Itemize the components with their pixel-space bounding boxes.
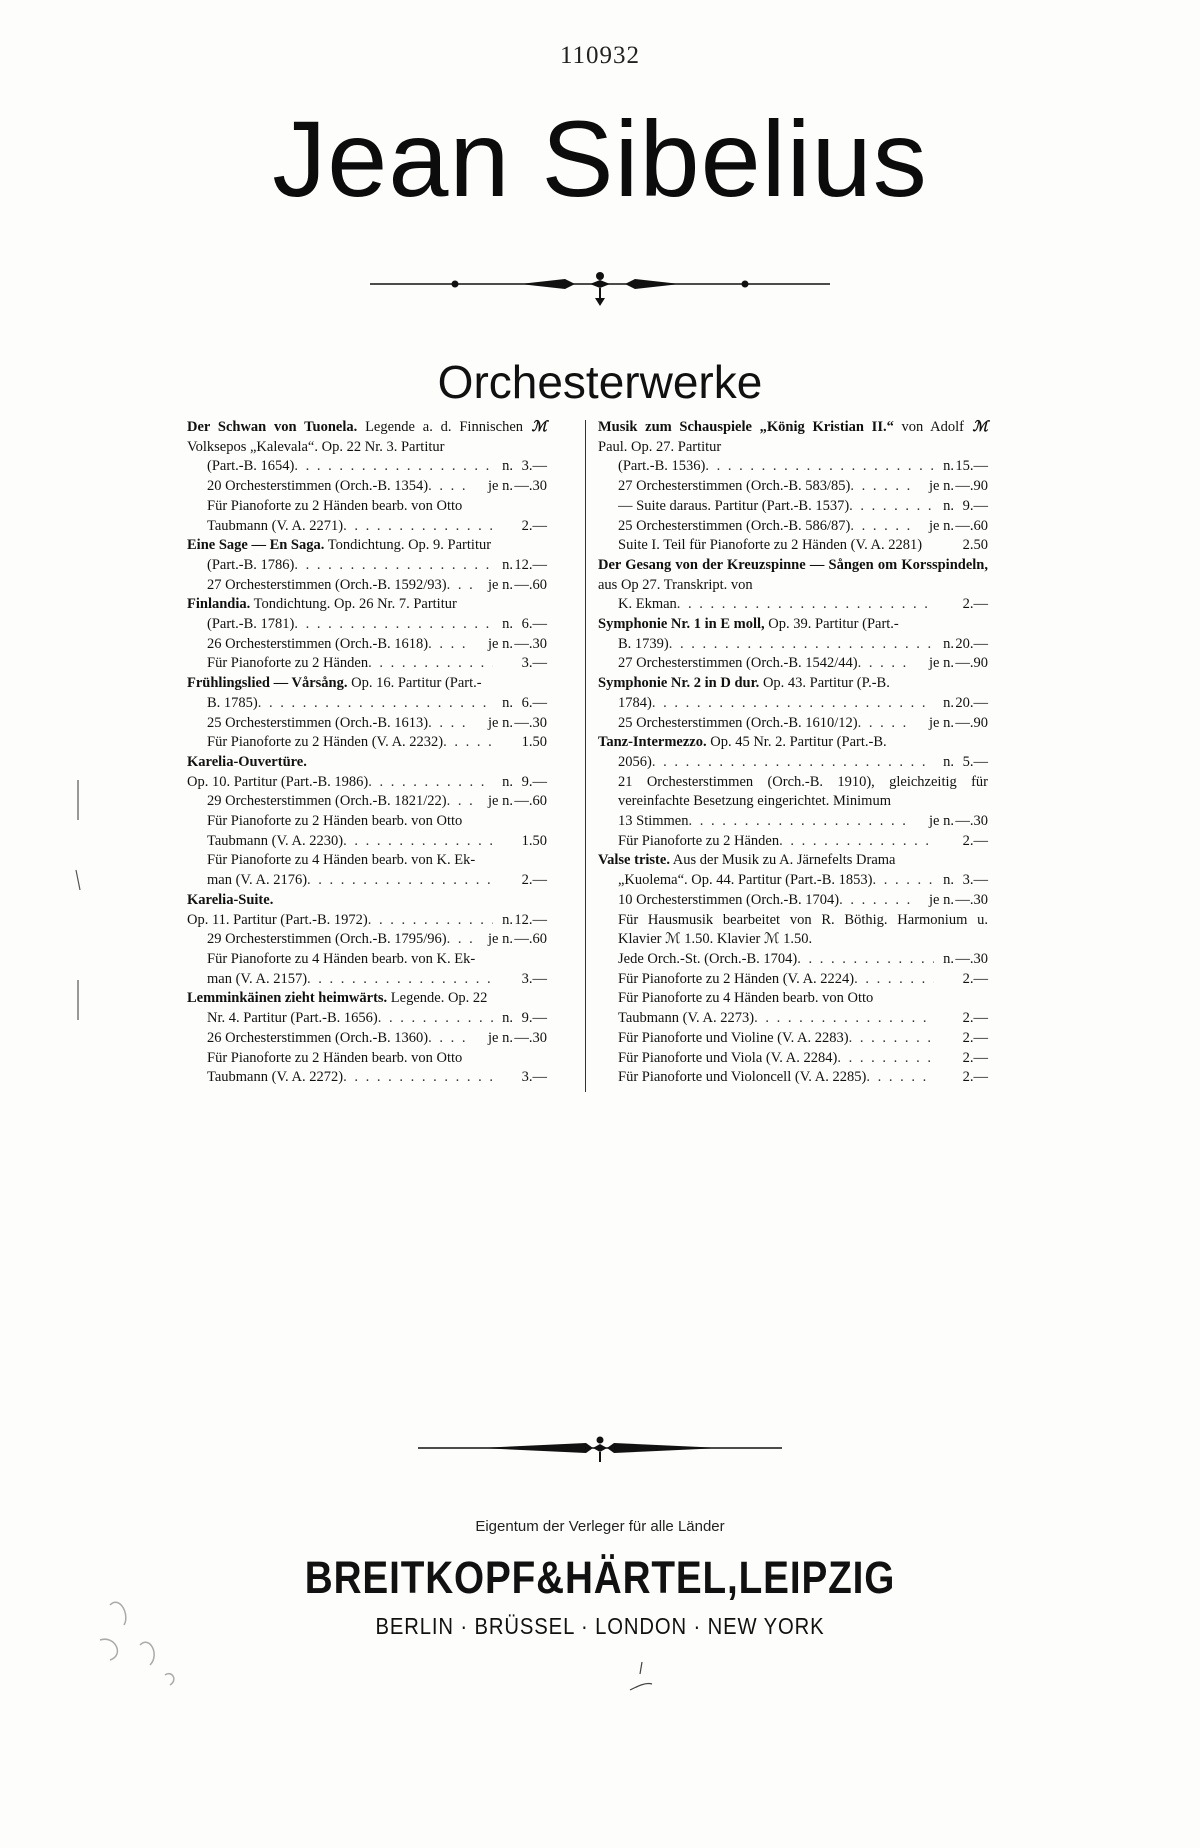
price-qualifier: n. (943, 753, 954, 770)
left-column (187, 418, 547, 1088)
work-description: aus Op 27. Transkript. von (598, 576, 753, 593)
catalog-entry (598, 418, 988, 556)
catalog-line (187, 911, 547, 931)
price: 2.— (962, 1049, 988, 1066)
catalog-line (187, 615, 547, 635)
catalog-line (187, 517, 547, 537)
catalog-entry (598, 556, 988, 615)
work-description: Legende. Op. 22 (390, 990, 488, 1007)
dot-leader (849, 497, 934, 517)
price-qualifier: n. (943, 458, 954, 475)
catalog-line (187, 1068, 547, 1088)
item-label: man (V. A. 2176) (207, 872, 308, 889)
item-label: K. Ekman (618, 596, 677, 613)
catalog-line (598, 753, 988, 773)
dot-leader (652, 694, 934, 714)
dot-leader (294, 457, 493, 477)
library-stamp-remnant (80, 1585, 200, 1705)
item-label: Taubmann (V. A. 2271) (207, 517, 344, 534)
right-column (598, 418, 988, 1088)
price: 3.— (521, 655, 547, 672)
entry-heading (598, 418, 988, 457)
dot-leader (343, 832, 493, 852)
item-label: Taubmann (V. A. 2230) (207, 832, 344, 849)
catalog-line (598, 536, 988, 556)
item-label: 25 Orchesterstimmen (Orch.-B. 1613) (207, 714, 429, 731)
item-label: (Part.-B. 1786) (207, 556, 295, 573)
dot-leader (447, 930, 473, 950)
work-description: Op. 45 Nr. 2. Partitur (Part.-B. (710, 734, 887, 751)
ornament-divider-top (370, 268, 830, 308)
item-label: 1784) (618, 694, 652, 711)
entry-heading (598, 851, 988, 871)
publisher-name: BREITKOPF&HÄRTEL,LEIPZIG (304, 1552, 896, 1603)
price-qualifier: n. (943, 872, 954, 889)
price: —.30 (955, 950, 988, 967)
item-label: (Part.-B. 1781) (207, 616, 295, 633)
item-label: Op. 10. Partitur (Part.-B. 1986) (187, 773, 369, 790)
price-qualifier: n. (502, 1010, 513, 1027)
signature-flourish (626, 1660, 656, 1700)
catalog-line (598, 871, 988, 891)
price: 2.— (962, 970, 988, 987)
price: 9.— (521, 1010, 547, 1027)
price-qualifier: n. (502, 458, 513, 475)
entry-heading (187, 536, 547, 556)
entry-heading (187, 595, 547, 615)
work-description: von Adolf Paul. Op. 27. Partitur (598, 419, 964, 455)
entry-text: Für Pianoforte zu 4 Händen bearb. von K. Ek- (207, 852, 476, 869)
price: 5.— (962, 753, 988, 770)
item-label: man (V. A. 2157) (207, 970, 308, 987)
price-qualifier: je n. (929, 813, 954, 830)
currency-mark: ℳ (972, 419, 988, 435)
composer-title: Jean Sibelius (272, 98, 928, 219)
item-label: Suite I. Teil für Pianoforte zu 2 Händen (V. A. 2281) (618, 537, 923, 554)
catalog-line (187, 832, 547, 852)
dot-leader (854, 970, 934, 990)
catalog-entry (598, 615, 988, 674)
dot-leader (428, 477, 473, 497)
dot-leader (669, 635, 934, 655)
catalog-line (598, 714, 988, 734)
entry-text: Für Pianoforte zu 4 Händen bearb. von Otto (618, 990, 874, 1007)
entry-heading (598, 733, 988, 753)
item-label: 27 Orchesterstimmen (Orch.-B. 1592/93) (207, 576, 447, 593)
catalog-number: 110932 (559, 42, 641, 69)
entry-text: 21 Orchesterstimmen (Orch.-B. 1910), gleichzeitig für vereinfachte Besetzung eingerichtet. Minimum (618, 773, 988, 810)
price-qualifier: je n. (488, 635, 513, 652)
item-label: Jede Orch.-St. (Orch.-B. 1704) (618, 950, 798, 967)
entry-heading (598, 674, 988, 694)
catalog-line (187, 733, 547, 753)
dot-leader (428, 1029, 473, 1049)
item-label: Für Pianoforte zu 2 Händen (618, 832, 780, 849)
work-description: Tondichtung. Op. 26 Nr. 7. Partitur (253, 596, 457, 613)
work-title: Der Gesang von der Kreuzspinne — Sången om Korsspindeln, (598, 556, 988, 573)
price: —.60 (514, 793, 547, 810)
price-qualifier: je n. (488, 793, 513, 810)
catalog-line (187, 871, 547, 891)
price-qualifier: n. (943, 635, 954, 652)
publisher-cities: BERLIN · BRÜSSEL · LONDON · NEW YORK (375, 1613, 825, 1639)
price: —.30 (514, 1029, 547, 1046)
work-title: Karelia-Suite. (187, 891, 274, 908)
catalog-entry (598, 851, 988, 1087)
price: 2.— (962, 1069, 988, 1086)
catalog-line (598, 595, 988, 615)
section-title: Orchesterwerke (437, 356, 763, 408)
price: —.90 (955, 478, 988, 495)
price: 2.— (962, 1010, 988, 1027)
item-label: 27 Orchesterstimmen (Orch.-B. 1542/44) (618, 655, 858, 672)
dot-leader (866, 1068, 934, 1088)
price: 2.— (521, 872, 547, 889)
entry-text: Für Pianoforte zu 2 Händen bearb. von Otto (207, 813, 463, 830)
price: 15.— (955, 458, 988, 475)
entry-heading (187, 674, 547, 694)
dot-leader (443, 733, 493, 753)
price: 6.— (521, 694, 547, 711)
price: 12.— (514, 911, 547, 928)
item-label: Nr. 4. Partitur (Part.-B. 1656) (207, 1010, 378, 1027)
catalog-line (598, 1009, 988, 1029)
price: 2.— (962, 596, 988, 613)
item-label: 25 Orchesterstimmen (Orch.-B. 1610/12) (618, 714, 858, 731)
price: 3.— (521, 1069, 547, 1086)
entry-heading (598, 615, 988, 635)
price: 2.— (962, 832, 988, 849)
item-label: 25 Orchesterstimmen (Orch.-B. 586/87) (618, 517, 851, 534)
item-label: Für Pianoforte und Viola (V. A. 2284) (618, 1049, 838, 1066)
catalog-line (598, 832, 988, 852)
dot-leader (705, 457, 934, 477)
item-label: „Kuolema“. Op. 44. Partitur (Part.-B. 1853) (618, 872, 873, 889)
work-description: Aus der Musik zu A. Järnefelts Drama (672, 852, 896, 869)
price: 20.— (955, 635, 988, 652)
price: —.30 (514, 478, 547, 495)
dot-leader (378, 1009, 493, 1029)
price: 9.— (521, 773, 547, 790)
catalog-line (598, 970, 988, 990)
dot-leader (837, 1049, 934, 1069)
work-description: Op. 16. Partitur (Part.- (351, 675, 482, 692)
price: —.60 (955, 517, 988, 534)
item-label: (Part.-B. 1536) (618, 458, 706, 475)
item-label: Für Pianoforte und Violine (V. A. 2283) (618, 1029, 849, 1046)
catalog-line (187, 477, 547, 497)
price: —.30 (955, 813, 988, 830)
catalog-line (187, 556, 547, 576)
dot-leader (447, 792, 473, 812)
work-description: Op. 39. Partitur (Part.- (768, 616, 899, 633)
price-qualifier: n. (502, 911, 513, 928)
dot-leader (850, 517, 914, 537)
item-label: Für Pianoforte zu 2 Händen (207, 655, 369, 672)
currency-mark: ℳ (531, 419, 547, 435)
catalog-line (598, 694, 988, 714)
catalog-line (598, 635, 988, 655)
entry-heading (187, 989, 547, 1009)
dot-leader (368, 773, 493, 793)
catalog-line (187, 792, 547, 812)
price-qualifier: je n. (488, 714, 513, 731)
price: 20.— (955, 694, 988, 711)
margin-tick-marks (68, 780, 88, 1060)
entry-text: Für Hausmusik bearbeitet von R. Böthig. Harmonium u. Klavier ℳ 1.50. Klavier ℳ 1.50. (618, 911, 988, 948)
catalog-entry (187, 674, 547, 753)
price-qualifier: n. (502, 773, 513, 790)
dot-leader (368, 654, 493, 674)
catalog-entry (598, 733, 988, 851)
item-label: 20 Orchesterstimmen (Orch.-B. 1354) (207, 478, 429, 495)
item-label: 13 Stimmen (618, 813, 689, 830)
work-title: Karelia-Ouvertüre. (187, 753, 307, 770)
work-title: Der Schwan von Tuonela. (187, 419, 358, 435)
catalog-entry (187, 989, 547, 1088)
price: 9.— (962, 497, 988, 514)
dot-leader (873, 871, 934, 891)
dot-leader (689, 812, 915, 832)
price-qualifier: je n. (488, 478, 513, 495)
catalog-entry (187, 595, 547, 674)
entry-heading (598, 556, 988, 595)
price: 3.— (521, 970, 547, 987)
dot-leader (850, 477, 914, 497)
work-title: Frühlingslied — Vårsång. (187, 675, 348, 692)
catalog-entry (187, 753, 547, 891)
rights-note: Eigentum der Verleger für alle Länder (475, 1518, 725, 1535)
catalog-line (598, 812, 988, 832)
work-title: Lemminkäinen zieht heimwärts. (187, 990, 388, 1007)
item-label: 29 Orchesterstimmen (Orch.-B. 1795/96) (207, 931, 447, 948)
catalog-line (598, 891, 988, 911)
price-qualifier: n. (502, 556, 513, 573)
catalog-line (598, 477, 988, 497)
work-description: Tondichtung. Op. 9. Partitur (327, 537, 492, 554)
dot-leader (447, 576, 473, 596)
price: —.60 (514, 931, 547, 948)
entry-heading (187, 418, 547, 457)
catalog-line (187, 457, 547, 477)
price: 1.50 (521, 832, 547, 849)
price: 3.— (962, 872, 988, 889)
column-divider (585, 420, 586, 1092)
work-title: Valse triste. (598, 852, 670, 869)
item-label: 26 Orchesterstimmen (Orch.-B. 1618) (207, 635, 429, 652)
item-label: 27 Orchesterstimmen (Orch.-B. 583/85) (618, 478, 851, 495)
price: 2.— (521, 517, 547, 534)
catalog-line (187, 576, 547, 596)
price-qualifier: n. (502, 616, 513, 633)
dot-leader (343, 1068, 493, 1088)
item-label: 10 Orchesterstimmen (Orch.-B. 1704) (618, 891, 840, 908)
price-qualifier: je n. (488, 931, 513, 948)
work-title: Symphonie Nr. 2 in D dur. (598, 675, 760, 692)
catalog-line (598, 517, 988, 537)
dot-leader (258, 694, 493, 714)
catalog-line (187, 1009, 547, 1029)
item-label: Für Pianoforte und Violoncell (V. A. 2285) (618, 1069, 867, 1086)
item-label: Op. 11. Partitur (Part.-B. 1972) (187, 911, 368, 928)
price: —.90 (955, 714, 988, 731)
price-qualifier: je n. (488, 1029, 513, 1046)
dot-leader (858, 654, 914, 674)
dot-leader (754, 1009, 934, 1029)
price: 3.— (521, 458, 547, 475)
catalog-line (187, 930, 547, 950)
catalog-line (187, 714, 547, 734)
price: —.60 (514, 576, 547, 593)
item-label: Taubmann (V. A. 2272) (207, 1069, 344, 1086)
dot-leader (652, 753, 934, 773)
catalog-line (187, 654, 547, 674)
catalog-line (598, 1049, 988, 1069)
item-label: B. 1739) (618, 635, 669, 652)
entry-text: Für Pianoforte zu 4 Händen bearb. von K. Ek- (207, 950, 476, 967)
price-qualifier: n. (943, 694, 954, 711)
price-qualifier: n. (943, 497, 954, 514)
price: —.30 (955, 891, 988, 908)
catalog-line (598, 497, 988, 517)
dot-leader (428, 714, 473, 734)
item-label: B. 1785) (207, 694, 258, 711)
dot-leader (343, 517, 493, 537)
catalog-line (187, 970, 547, 990)
catalog-line (598, 1029, 988, 1049)
catalog-entry (598, 674, 988, 733)
item-label: 2056) (618, 753, 652, 770)
item-label: 29 Orchesterstimmen (Orch.-B. 1821/22) (207, 793, 447, 810)
dot-leader (307, 970, 493, 990)
work-title: Musik zum Schauspiele „König Kristian II.“ (598, 419, 894, 435)
dot-leader (849, 1029, 934, 1049)
dot-leader (779, 832, 934, 852)
catalog-line (598, 1068, 988, 1088)
work-title: Finlandia. (187, 596, 251, 613)
work-title: Eine Sage — En Saga. (187, 537, 325, 554)
price-qualifier: je n. (929, 655, 954, 672)
price-qualifier: je n. (929, 478, 954, 495)
item-label: — Suite daraus. Partitur (Part.-B. 1537) (618, 497, 850, 514)
work-title: Tanz-Intermezzo. (598, 734, 707, 751)
catalog-entry (187, 418, 547, 536)
price: 2.50 (962, 537, 988, 554)
work-title: Symphonie Nr. 1 in E moll, (598, 616, 765, 633)
price: 2.— (962, 1029, 988, 1046)
dot-leader (294, 615, 493, 635)
price: 12.— (514, 556, 547, 573)
catalog-entry (187, 891, 547, 990)
dot-leader (368, 911, 493, 931)
catalog-line (187, 635, 547, 655)
item-label: Für Pianoforte zu 2 Händen (V. A. 2224) (618, 970, 855, 987)
price-qualifier: je n. (929, 714, 954, 731)
dot-leader (839, 891, 914, 911)
price-qualifier: je n. (929, 517, 954, 534)
item-label: Für Pianoforte zu 2 Händen (V. A. 2232) (207, 734, 444, 751)
entry-text: Für Pianoforte zu 2 Händen bearb. von Otto (207, 1049, 463, 1066)
price: —.30 (514, 635, 547, 652)
dot-leader (858, 714, 914, 734)
dot-leader (797, 950, 934, 970)
catalog-line (598, 654, 988, 674)
item-label: Taubmann (V. A. 2273) (618, 1010, 755, 1027)
dot-leader (307, 871, 493, 891)
price-qualifier: n. (943, 950, 954, 967)
entry-heading (187, 753, 547, 773)
catalog-line (187, 1029, 547, 1049)
price-qualifier: n. (502, 694, 513, 711)
ornament-divider-bottom (418, 1434, 782, 1464)
catalog-line (598, 457, 988, 477)
item-label: (Part.-B. 1654) (207, 458, 295, 475)
dot-leader (294, 556, 493, 576)
entry-text: Für Pianoforte zu 2 Händen bearb. von Otto (207, 497, 463, 514)
price: 6.— (521, 616, 547, 633)
dot-leader (428, 635, 473, 655)
price: 1.50 (521, 734, 547, 751)
price: —.30 (514, 714, 547, 731)
item-label: 26 Orchesterstimmen (Orch.-B. 1360) (207, 1029, 429, 1046)
price: —.90 (955, 655, 988, 672)
entry-heading (187, 891, 547, 911)
price-qualifier: je n. (929, 891, 954, 908)
catalog-line (598, 950, 988, 970)
work-description: Legende a. d. Finnischen Volksepos „Kalevala“. Op. 22 Nr. 3. Partitur (187, 419, 524, 455)
dot-leader (677, 595, 934, 615)
catalog-entry (187, 536, 547, 595)
work-description: Op. 43. Partitur (P.-B. (762, 675, 890, 692)
catalog-line (187, 773, 547, 793)
catalog-line (187, 694, 547, 714)
price-qualifier: je n. (488, 576, 513, 593)
